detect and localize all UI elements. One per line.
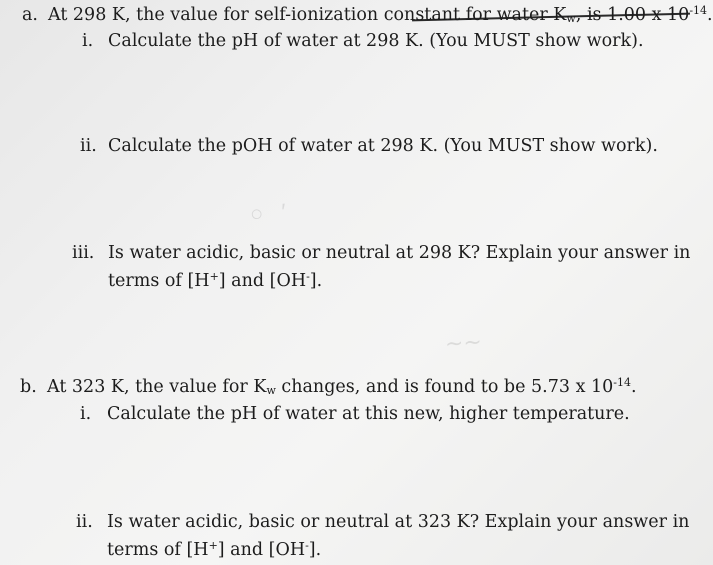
- question-a-iii: [72, 242, 690, 264]
- question-a: [22, 4, 713, 26]
- question-a-i: [82, 30, 644, 52]
- question-label: i.: [80, 404, 92, 424]
- question-text: At 298 K, the value for self-ionization constant for water $K_w$, is 1.00 x $10^{-14}$.: [48, 4, 713, 25]
- question-b-ii: [76, 511, 689, 533]
- question-text: Calculate the pH of water at this new, higher temperature.: [107, 404, 630, 424]
- question-text: Calculate the pOH of water at 298 K. (You MUST show work).: [108, 136, 658, 156]
- question-text: Is water acidic, basic or neutral at 298 K? Explain your answer in: [108, 243, 691, 263]
- question-label: b.: [20, 377, 37, 397]
- question-label: ii.: [80, 136, 97, 156]
- question-text: Is water acidic, basic or neutral at 323 K? Explain your answer in: [107, 512, 690, 532]
- bleed-through-mark: ∼∼: [444, 328, 483, 357]
- question-b: [20, 376, 637, 398]
- question-text: At 323 K, the value for $K_w$ changes, and is found to be 5.73 x $10^{-14}$.: [47, 376, 637, 397]
- question-label: a.: [22, 5, 38, 25]
- question-a-ii: [80, 135, 658, 157]
- question-a-iii-line2: terms of [H+] and [OH-].: [108, 270, 323, 291]
- question-text: Calculate the pH of water at 298 K. (You MUST show work).: [108, 31, 644, 51]
- bleed-through-mark: ○ ′: [249, 198, 287, 227]
- question-label: i.: [82, 31, 94, 51]
- question-b-ii-line2: terms of [H+] and [OH-].: [107, 539, 322, 560]
- question-label: iii.: [72, 243, 95, 263]
- question-b-i: [80, 403, 630, 425]
- question-label: ii.: [76, 512, 93, 532]
